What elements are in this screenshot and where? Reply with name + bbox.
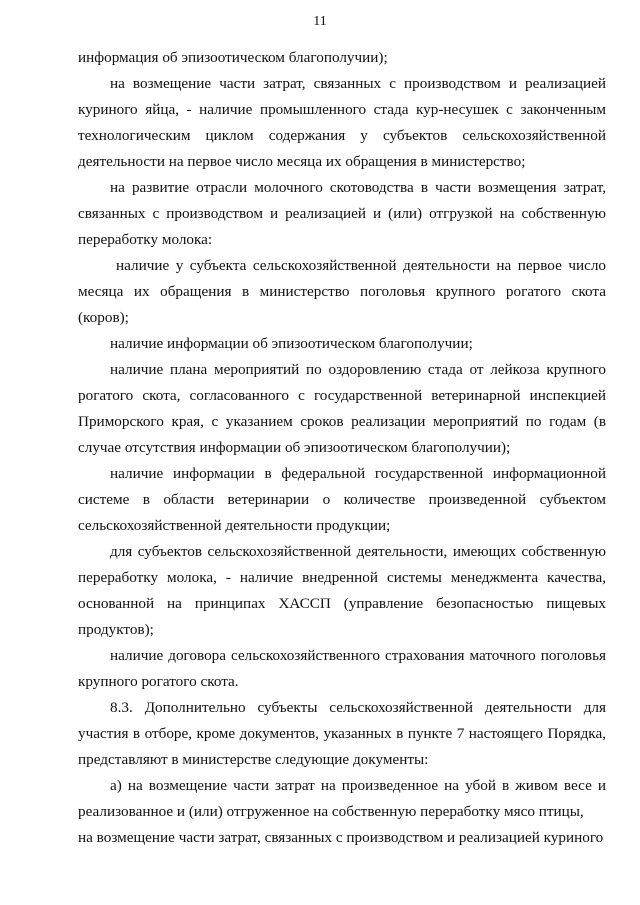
paragraph-10: 8.3. Дополнительно субъекты сельскохозяйственной деятельности для участия в отборе, кроме документов, указанных в пункте 7 настоящего Порядка, представляют в министерстве следующие документы: bbox=[78, 699, 606, 768]
paragraph-12: на возмещение части затрат, связанных с производством и реализацией куриного bbox=[78, 829, 604, 846]
document-body bbox=[78, 45, 606, 851]
paragraph-2: на возмещение части затрат, связанных с производством и реализацией куриного яйца, - наличие промышленного стада кур-несушек с законченным технологическим циклом содержания у субъектов сельскохозяйственной деятельности на первое число месяца их обращения в министерство; bbox=[78, 75, 606, 170]
paragraph-3: на развитие отрасли молочного скотоводства в части возмещения затрат, связанных с производством и реализацией и (или) отгрузкой на собственную переработку молока: bbox=[78, 179, 606, 248]
paragraph-6: наличие плана мероприятий по оздоровлению стада от лейкоза крупного рогатого скота, согласованного с государственной ветеринарной инспекцией Приморского края, с указанием сроков реализации мероприятий по годам (в случае отсутствия информации об эпизоотическом благополучии); bbox=[78, 361, 606, 456]
paragraph-9: наличие договора сельскохозяйственного страхования маточного поголовья крупного рогатого скота. bbox=[78, 647, 606, 690]
paragraph-11: а) на возмещение части затрат на произведенное на убой в живом весе и реализованное и (или) отгруженное на собственную переработку мясо птицы, bbox=[78, 777, 606, 820]
paragraph-8: для субъектов сельскохозяйственной деятельности, имеющих собственную переработку молока, - наличие внедренной системы менеджмента качества, основанной на принципах ХАССП (управление безопасностью пищевых продуктов); bbox=[78, 543, 606, 638]
paragraph-7: наличие информации в федеральной государственной информационной системе в области ветеринарии о количестве произведенной субъектом сельскохозяйственной деятельности продукции; bbox=[78, 465, 606, 534]
paragraph-1: информация об эпизоотическом благополучии); bbox=[78, 49, 388, 66]
paragraph-4: наличие у субъекта сельскохозяйственной деятельности на первое число месяца их обращения в министерство поголовья крупного рогатого скота (коров); bbox=[78, 257, 606, 326]
paragraph-5: наличие информации об эпизоотическом благополучии; bbox=[110, 335, 473, 352]
page-number: 11 bbox=[313, 14, 327, 29]
